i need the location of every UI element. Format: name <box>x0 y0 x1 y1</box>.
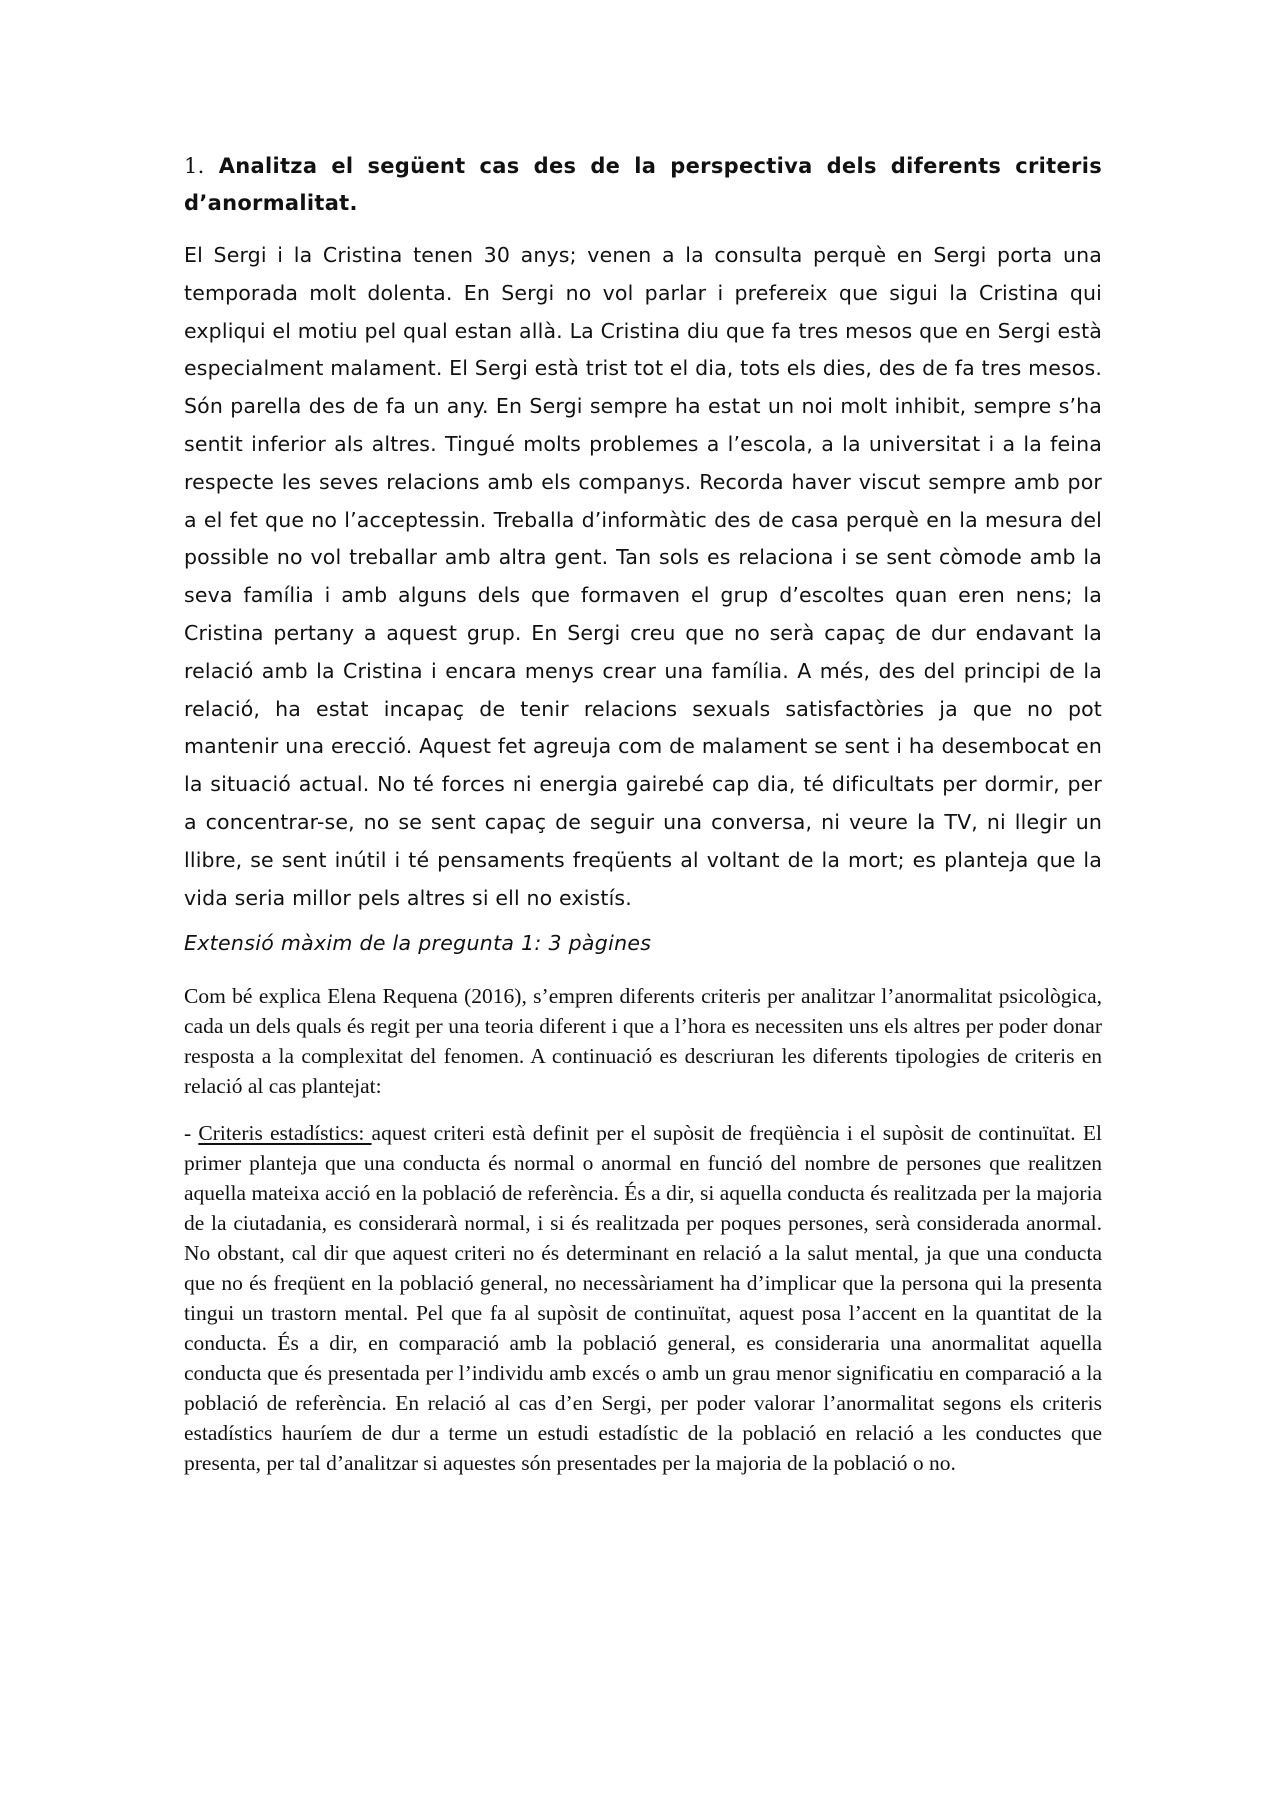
case-description: El Sergi i la Cristina tenen 30 anys; venen a la consulta perquè en Sergi porta una temporada molt dolenta. En Sergi no vol parlar i prefereix que sigui la Cristina qui expliqui el motiu pel qual estan allà. La Cristina diu que fa tres mesos que en Sergi està especialment malament. El Sergi està trist tot el dia, tots els dies, des de fa tres mesos. Són parella des de fa un any. En Sergi sempre ha estat un noi molt inhibit, sempre s’ha sentit inferior als altres. Tingué molts problemes a l’escola, a la universitat i a la feina respecte les seves relacions amb els companys. Recorda haver viscut sempre amb por a el fet que no l’acceptessin. Treballa d’informàtic des de casa perquè en la mesura del possible no vol treballar amb altra gent. Tan sols es relaciona i se sent còmode amb la seva família i amb alguns dels que formaven el grup d’escoltes quan eren nens; la Cristina pertany a aquest grup. En Sergi creu que no serà capaç de dur endavant la relació amb la Cristina i encara menys crear una família. A més, des del principi de la relació, ha estat incapaç de tenir relacions sexuals satisfactòries ja que no pot mantenir una erecció. Aquest fet agreuja com de malament se sent i ha desembocat en la situació actual. No té forces ni energia gairebé cap dia, té dificultats per dormir, per a concentrar-se, no se sent capaç de seguir una conversa, ni veure la TV, ni llegir un llibre, se sent inútil i té pensaments freqüents al voltant de la mort; es planteja que la vida seria millor pels altres si ell no existís. <box>184 243 1102 910</box>
criteria-statistical-paragraph <box>184 1118 1102 1478</box>
criteria-text: aquest criteri està definit per el supòsit de freqüència i el supòsit de continuïtat. El primer planteja que una conducta és normal o anormal en funció del nombre de persones que realitzen aquella mateixa acció en la població de referència. És a dir, si aquella conducta és realitzada per la majoria de la ciutadania, es considerarà normal, i si és realitzada per poques persones, serà considerada anormal. No obstant, cal dir que aquest criteri no és determinant en relació a la salut mental, ja que una conducta que no és freqüent en la població general, no necessàriament ha d’implicar que la persona qui la presenta tingui un trastorn mental. Pel que fa al supòsit de continuïtat, aquest posa l’accent en la quantitat de la conducta. És a dir, en comparació amb la població general, es consideraria una anormalitat aquella conducta que és presentada per l’individu amb excés o amb un grau menor significatiu en comparació a la població de referència. En relació al cas d’en Sergi, per poder valorar l’anormalitat segons els criteris estadístics hauríem de dur a terme un estudi estadístic de la població en relació a les conductes que presenta, per tal d’analitzar si aquestes són presentades per la majoria de la població o no. <box>184 1121 1102 1476</box>
extension-note: Extensió màxim de la pregunta 1: 3 pàgines <box>184 931 652 956</box>
answer-intro: Com bé explica Elena Requena (2016), s’empren diferents criteris per analitzar l’anormalitat psicològica, cada un dels quals és regit per una teoria diferent i que a l’hora es necessiten uns els altres per poder donar resposta a la complexitat del fenomen. A continuació es descriuran les diferents tipologies de criteris en relació al cas plantejat: <box>184 984 1102 1099</box>
question-number: 1. <box>184 154 205 178</box>
page-content <box>184 0 1102 1478</box>
question-heading <box>184 148 1102 222</box>
question-text: Analitza el següent cas des de la perspectiva dels diferents criteris d’anormalitat. <box>184 154 1102 215</box>
list-dash: - <box>184 1121 199 1146</box>
criteria-term: Criteris estadístics: <box>198 1121 372 1146</box>
